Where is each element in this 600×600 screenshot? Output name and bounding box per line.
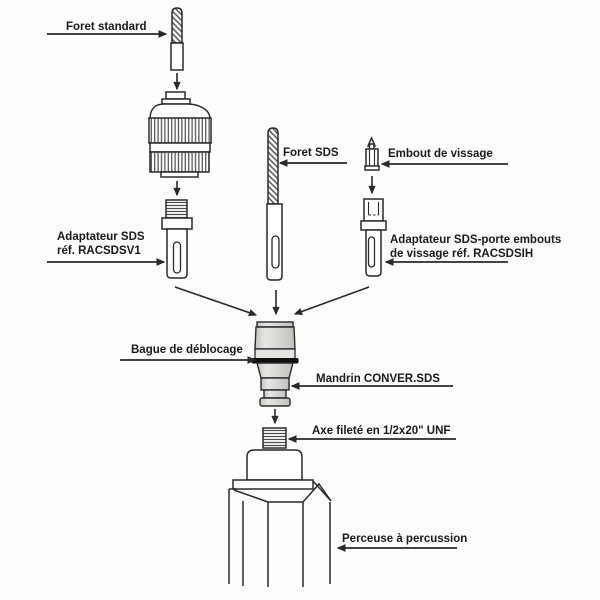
screwdriver-bit-drawing [365, 138, 379, 170]
label-bague-deblocage: Bague de déblocage [131, 344, 243, 356]
sds-adapter-drawing [162, 200, 192, 278]
drill-chuck-drawing [149, 92, 211, 177]
threaded-spindle-drawing [263, 428, 286, 448]
bit-holder-adapter-drawing [361, 199, 386, 276]
label-perceuse: Perceuse à percussion [342, 533, 468, 545]
foret-sds-drawing [267, 128, 282, 280]
label-axe-filete: Axe fileté en 1/2x20" UNF [312, 425, 451, 437]
label-adaptateur-sds [57, 230, 145, 258]
conver-sds-chuck-drawing [252, 322, 298, 406]
label-adaptateur-sds-line1: Adaptateur SDS [57, 231, 145, 243]
foret-standard-drawing [171, 8, 183, 70]
label-foret-sds: Foret SDS [283, 147, 339, 159]
label-adaptateur-porte-embouts-line2: de vissage réf. RACSDSIH [390, 248, 534, 260]
drill-body-drawing [229, 450, 331, 587]
label-foret-standard: Foret standard [66, 21, 147, 33]
label-adaptateur-sds-line2: réf. RACSDSV1 [57, 245, 141, 257]
label-embout-vissage: Embout de vissage [388, 148, 493, 160]
label-adaptateur-porte-embouts [390, 233, 561, 261]
label-mandrin: Mandrin CONVER.SDS [316, 373, 440, 385]
arrow-left-adapter-to-mandrin [175, 287, 256, 315]
label-adaptateur-porte-embouts-line1: Adaptateur SDS-porte embouts [390, 234, 562, 246]
arrow-right-adapter-to-mandrin [295, 287, 369, 314]
